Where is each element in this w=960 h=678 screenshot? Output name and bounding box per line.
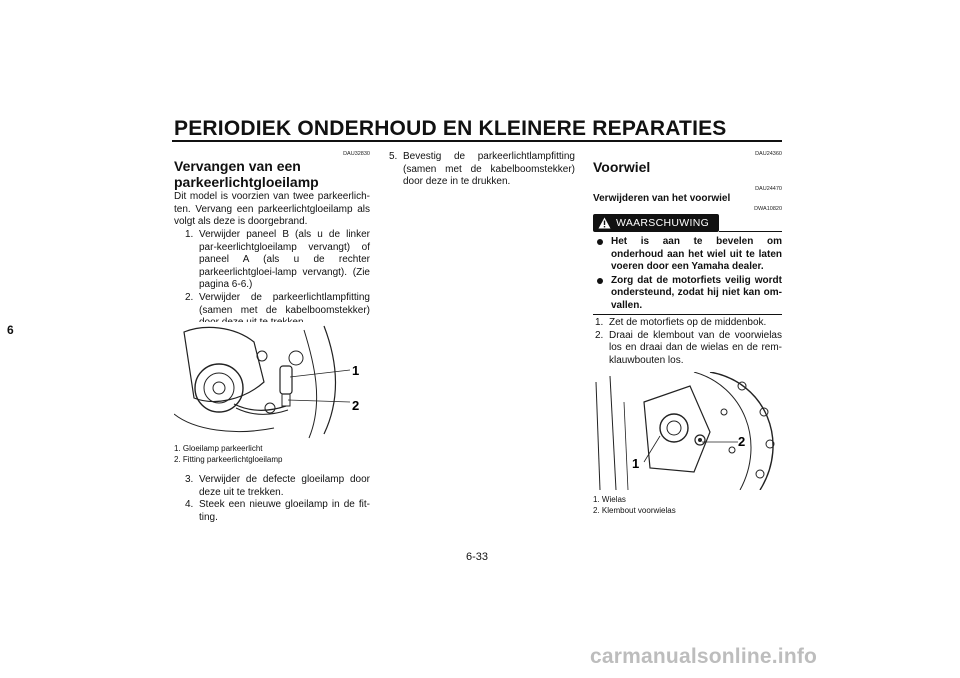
figure-caption-right (593, 494, 782, 516)
step-number: 1. (185, 229, 194, 240)
parking-light-illustration (174, 322, 370, 440)
section-code: DAU32830 (343, 151, 370, 157)
list-item (584, 330, 782, 368)
caption-item: 2. Fitting parkeerlichtgloeilamp (174, 455, 283, 464)
caption-item: 1. Wielas (593, 495, 626, 504)
intro-paragraph: Dit model is voorzien van twee parkeerlich-ten. Vervang een parkeerlichtgloeilamp als volgt als deze is doorgebrand. (174, 191, 370, 228)
warning-badge (593, 214, 719, 232)
bullet-icon (597, 239, 603, 245)
warning-list (593, 236, 782, 314)
warning-text: Het is aan te bevelen om onderhoud aan het wiel uit te laten voeren door een Yamaha dealer. (611, 236, 782, 273)
front-wheel-illustration (590, 372, 782, 490)
page-title: PERIODIEK ONDERHOUD EN KLEINERE REPARATIES (174, 117, 727, 140)
step-list-middle (381, 151, 575, 189)
figure-label-2: 2 (352, 398, 360, 413)
warning-code: DWA10820 (754, 206, 782, 212)
step-text: Verwijder de parkeerlichtlampfitting (samen met de kabelboomstekker) (199, 291, 370, 316)
section-heading-line2: parkeerlichtgloeilamp (174, 174, 319, 190)
figure-label-1: 1 (352, 363, 360, 378)
warning-bottom-rule (593, 314, 782, 315)
warning-label: WAARSCHUWING (616, 217, 710, 229)
warning-triangle-icon (598, 217, 611, 229)
step-text: Draai de klembout van de voorwielas los en draai dan de wielas en de rem-klauwbouten los. (609, 329, 782, 366)
warning-text: Zorg dat de motorfiets veilig wordt ondersteund, zodat hij niet kan om-vallen. (611, 274, 782, 311)
step-number: 1. (595, 317, 604, 328)
list-item (584, 317, 782, 330)
subsection-heading: Verwijderen van het voorwiel (593, 193, 731, 204)
list-item (174, 229, 370, 292)
page-number: 6-33 (466, 551, 489, 563)
caption-item: 1. Gloeilamp parkeerlicht (174, 444, 263, 453)
section-heading (174, 158, 374, 190)
list-item (593, 275, 782, 313)
list-item (381, 151, 575, 189)
bullet-icon (597, 278, 603, 284)
caption-item: 2. Klembout voorwielas (593, 506, 676, 515)
step-text: Verwijder de defecte gloeilamp door deze uit te trekken. (199, 474, 370, 498)
section-heading-line1: Vervangen van een (174, 158, 301, 174)
subsection-code: DAU24470 (755, 186, 782, 192)
step-number: 2. (185, 291, 194, 303)
step-text: Bevestig de parkeerlichtlampfitting (samen met de kabelboomstekker) door deze in te drukken. (403, 151, 575, 188)
step-list-top (174, 229, 370, 330)
step-list-bottom (174, 474, 370, 524)
warning-rule (719, 231, 782, 232)
watermark-text: carmanualsonline.info (590, 645, 818, 668)
step-number: 5. (389, 151, 398, 162)
list-item (174, 474, 370, 499)
figure-label-1: 1 (632, 456, 640, 471)
step-text: Steek een nieuwe gloeilamp in de fit-ting. (199, 499, 370, 523)
figure-caption-left (174, 443, 370, 465)
step-number: 3. (185, 474, 194, 485)
step-list-right (584, 317, 782, 367)
list-item (593, 236, 782, 274)
header-rule (172, 140, 782, 142)
step-number: 4. (185, 499, 194, 511)
step-text: Verwijder paneel B (als u de linker par-keerlichtgloeilamp vervangt) of paneel A (als u de rechter parkeerlichtgloei-lamp vervangt). (Zie pagina 6-6.) (199, 229, 370, 291)
section-heading: Voorwiel (593, 159, 651, 175)
figure-label-2: 2 (738, 434, 746, 449)
step-text: Zet de motorfiets op de middenbok. (609, 317, 767, 328)
step-number: 2. (595, 329, 604, 341)
section-tab-label: 6 (7, 323, 14, 337)
list-item (174, 499, 370, 524)
section-code: DAU24360 (755, 151, 782, 157)
